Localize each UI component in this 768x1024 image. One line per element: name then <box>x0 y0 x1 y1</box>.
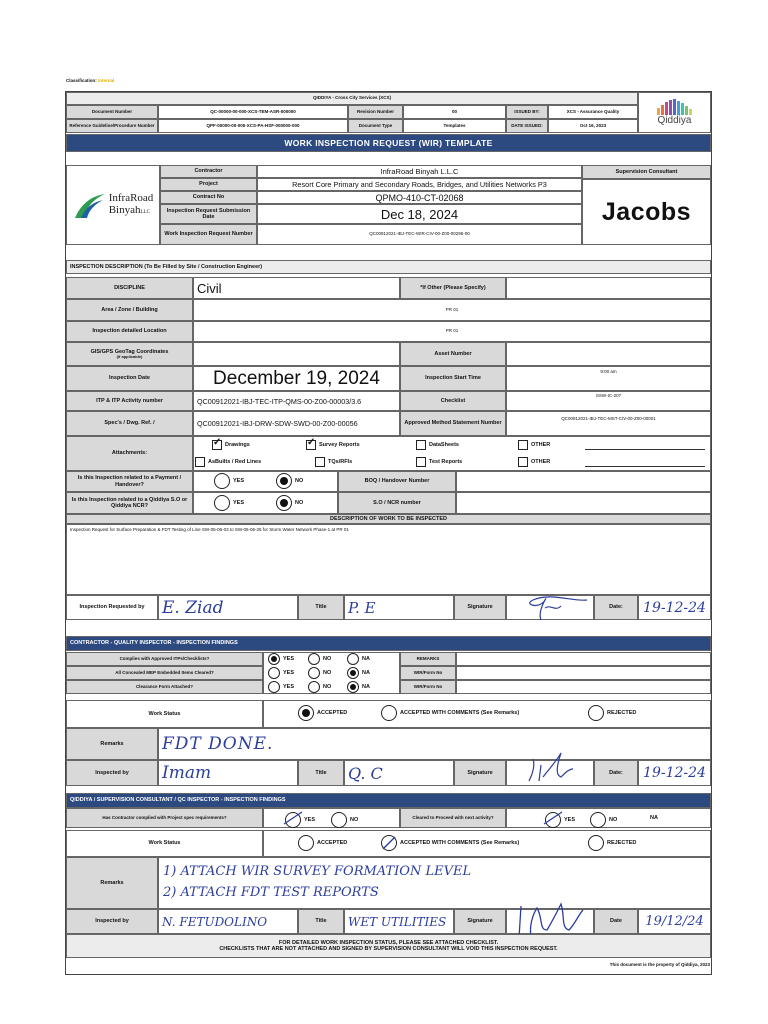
cf-title-label: Title <box>298 760 344 786</box>
date-issued-value: Oct 16, 2023 <box>548 119 638 133</box>
contractor-value: InfraRoad Binyah L.L.C <box>257 165 582 178</box>
att-other-1[interactable]: OTHER <box>518 440 550 450</box>
cf-q2-yes-radio[interactable] <box>268 667 280 679</box>
requested-signature-label: Signature <box>454 595 506 620</box>
cf-q2-no-radio[interactable] <box>308 667 320 679</box>
signature-icon <box>511 590 591 624</box>
cf-remarks-field[interactable] <box>456 652 711 666</box>
submission-date-value: Dec 18, 2024 <box>257 204 582 224</box>
spec-value: QC00912021-IBJ-DRW-SDW-SWD-00-Z00-00056 <box>193 411 400 436</box>
cf-remarks-label: Remarks <box>66 728 158 760</box>
footer-notice: FOR DETAILED WORK INSPECTION STATUS, PLEASE SEE ATTACHED CHECKLIST. CHECKLISTS THAT ARE NOT ATTACHED AND SIGNED BY SUPERVISION CONSULTANT WILL VOID THIS INSPECTION REQUEST. <box>66 934 711 958</box>
project-value: Resort Core Primary and Secondary Roads, Bridges, and Utilities Networks P3 <box>257 178 582 191</box>
sc-remarks-value: 1) ATTACH WIR SURVEY FORMATION LEVEL 2) ATTACH FDT TEST REPORTS <box>158 857 711 909</box>
payment-no-radio[interactable] <box>276 473 292 489</box>
inspection-description-title: INSPECTION DESCRIPTION (To Be Filled by Site / Construction Engineer) <box>66 260 711 274</box>
discipline-value: Civil <box>193 277 400 299</box>
location-value: PR 01 <box>193 321 711 342</box>
method-label: Approved Method Statement Number <box>400 411 506 436</box>
description-title: DESCRIPTION OF WORK TO BE INSPECTED <box>66 514 711 524</box>
cf-q1-no-radio[interactable] <box>308 653 320 665</box>
cf-inspected-by-value: Imam <box>158 760 298 786</box>
method-value: QC00912021-IBJ-TEC-MST-CIV-00-Z00-00001 <box>506 411 711 436</box>
cf-q3-no-radio[interactable] <box>308 681 320 693</box>
start-time-value: 9:00 am <box>506 366 711 391</box>
if-other-label: *If Other (Please Specify) <box>400 277 506 299</box>
sc-rejected-radio[interactable] <box>588 835 604 851</box>
so-number-field[interactable] <box>456 492 711 514</box>
cf-q2-na-radio[interactable] <box>347 667 359 679</box>
sc-inspected-by-label: Inspected by <box>66 909 158 934</box>
so-number-label: S.O / NCR number <box>338 492 456 514</box>
cf-q1-yes[interactable]: YES <box>268 653 294 665</box>
wir-number-label: Work Inspection Request Number <box>160 224 257 245</box>
boq-label: BOQ / Handover Number <box>338 471 456 492</box>
area-value: PR 01 <box>193 299 711 321</box>
reference-value: QPF-00000-00-000-XCS-PA-HSF-000000-000 <box>158 119 348 133</box>
issued-by-label: ISSUED BY: <box>506 105 548 119</box>
cf-q2-label: All Concealed MEP Embedded Items Cleared? <box>66 666 263 680</box>
sc-complied-label: Has Contractor complied with Project spec requirements? <box>66 808 263 828</box>
cf-accepted[interactable]: ACCEPTED <box>298 705 347 721</box>
requested-title-value: P. E <box>344 595 454 620</box>
submission-date-label: Inspection Request Submission Date <box>160 204 257 224</box>
checklist-label: Checklist <box>400 391 506 411</box>
sc-accepted-comments-mark-icon <box>380 834 398 852</box>
sc-signature <box>506 909 594 934</box>
footer-property: This document is the property of Qiddiya, 2023 <box>609 962 710 967</box>
att-asbuilts[interactable]: AsBuilts / Red Lines <box>195 457 261 467</box>
cf-rejected[interactable]: REJECTED <box>588 705 636 721</box>
doc-type-label: Document Type <box>348 119 403 133</box>
sc-cleared-na[interactable]: NA <box>650 815 658 821</box>
infraroad-swoosh-icon <box>73 190 107 220</box>
cf-wir-form-2-field[interactable] <box>456 680 711 694</box>
att-drawings[interactable]: ✓ Drawings <box>212 440 250 450</box>
itp-label: ITP & ITP Activity number <box>66 391 193 411</box>
so-label: Is this Inspection related to a Qiddiya S.O or Qiddiya NCR? <box>66 492 193 514</box>
sc-cleared-no[interactable]: NO <box>590 812 617 828</box>
gis-field[interactable] <box>193 342 400 366</box>
sc-cleared-no-radio[interactable] <box>590 812 606 828</box>
sc-cleared-yes-mark-icon <box>542 810 564 826</box>
requested-title-label: Title <box>298 595 344 620</box>
form-title: WORK INSPECTION REQUEST (WIR) TEMPLATE <box>66 134 711 152</box>
sc-cleared-label: Cleared to Proceed with next activity? <box>400 808 506 828</box>
survey-checkbox[interactable] <box>306 440 316 450</box>
sc-date-label: Date <box>594 909 638 934</box>
sc-date-value: 19/12/24 <box>638 909 711 934</box>
cf-q3-label: Clearance Form Attached? <box>66 680 263 694</box>
cf-rejected-radio[interactable] <box>588 705 604 721</box>
cf-wir-form-2: WIR/Form No <box>400 680 456 694</box>
requested-signature <box>506 595 594 620</box>
consultant-findings-title: QIDDIYA / SUPERVISION CONSULTANT / QC INSPECTOR - INSPECTION FINDINGS <box>66 793 711 808</box>
att-datasheets[interactable]: DataSheets <box>416 440 459 450</box>
project-label: Project <box>160 178 257 191</box>
drawings-checkbox[interactable] <box>212 440 222 450</box>
asset-label: Asset Number <box>400 342 506 366</box>
cf-q1-label: Complies with Approved ITPs/Checklists? <box>66 652 263 666</box>
sc-inspected-by-value: N. FETUDOLINO <box>158 909 298 934</box>
sc-complied-no-radio[interactable] <box>331 812 347 828</box>
sc-complied-yes-mark-icon <box>282 810 304 826</box>
sc-signature-label: Signature <box>454 909 506 934</box>
cf-q3-na[interactable]: NA <box>347 681 370 693</box>
reference-label: Reference Guideline/Procedure Number <box>66 119 158 133</box>
description-value: Inspection Request for Surface Preparation & FDT Testing of Line SW-05-06-03 to SW-05-06-25 for Storm Water Network Phase-1 at PR 01 <box>66 524 711 595</box>
doc-number-label: Document Number <box>66 105 158 119</box>
doc-type-value: Templates <box>403 119 506 133</box>
tqs-checkbox[interactable] <box>315 457 325 467</box>
sc-title-value: WET UTILITIES <box>344 909 454 934</box>
asbuilts-checkbox[interactable] <box>195 457 205 467</box>
sc-accepted-comments[interactable]: ACCEPTED WITH COMMENTS (See Remarks) <box>381 835 519 851</box>
inspection-date-value: December 19, 2024 <box>193 366 400 391</box>
cf-q2-na[interactable]: NA <box>347 667 370 679</box>
requested-date-label: Date: <box>594 595 638 620</box>
start-time-label: Inspection Start Time <box>400 366 506 391</box>
asset-field[interactable] <box>506 342 711 366</box>
payment-yes-radio[interactable] <box>214 473 230 489</box>
jacobs-logo: Jacobs <box>582 179 711 245</box>
cf-q1-no[interactable]: NO <box>308 653 331 665</box>
boq-field[interactable] <box>456 471 711 492</box>
sc-work-status-label: Work Status <box>66 830 263 857</box>
sc-accepted-radio[interactable] <box>298 835 314 851</box>
cf-q3-yes[interactable]: YES <box>268 681 294 693</box>
location-label: Inspection detailed Location <box>66 321 193 342</box>
date-issued-label: DATE ISSUED: <box>506 119 548 133</box>
inspection-date-label: Inspection Date <box>66 366 193 391</box>
company-title: QIDDIYA - Cross City Services (XCS) <box>66 92 638 105</box>
sc-complied-no[interactable]: NO <box>331 812 358 828</box>
wir-number-value: QC00912021-IBJ-TEC-WIR-CIV-00-Z00-00296-00 <box>257 224 582 245</box>
cf-q3-no[interactable]: NO <box>308 681 331 693</box>
cf-q3-yes-radio[interactable] <box>268 681 280 693</box>
payment-yes[interactable]: YES <box>214 473 244 489</box>
other-2-checkbox[interactable] <box>518 457 528 467</box>
cf-q2-yes[interactable]: YES <box>268 667 294 679</box>
cf-date-value: 19-12-24 <box>638 760 711 786</box>
if-other-field[interactable] <box>506 277 711 299</box>
cf-q1-na-radio[interactable] <box>347 653 359 665</box>
classification: Classification: Internal <box>66 78 115 83</box>
qiddiya-bars-icon <box>655 99 695 115</box>
sc-cleared-yes[interactable]: YES <box>545 812 575 828</box>
cf-accepted-comments[interactable]: ACCEPTED WITH COMMENTS (See Remarks) <box>381 705 519 721</box>
discipline-label: DISCIPLINE <box>66 277 193 299</box>
signature-icon <box>521 751 581 785</box>
cf-remarks-col: REMARKS <box>400 652 456 666</box>
sc-remarks-label: Remarks <box>66 857 158 909</box>
att-survey[interactable]: ✓ Survey Reports <box>306 440 360 450</box>
so-no-radio[interactable] <box>276 495 292 511</box>
requested-by-label: Inspection Requested by <box>66 595 158 620</box>
cf-wir-form-1: WIR/Form No <box>400 666 456 680</box>
cf-title-value: Q. C <box>344 760 454 786</box>
contractor-label: Contractor <box>160 165 257 178</box>
cf-accepted-comments-radio[interactable] <box>381 705 397 721</box>
revision-label: Revision Number <box>348 105 403 119</box>
revision-value: 00 <box>403 105 506 119</box>
itp-value: QC00912021-IBJ-TEC-ITP-QMS-00-Z00-00003/3.6 <box>193 391 400 411</box>
so-yes-radio[interactable] <box>214 495 230 511</box>
sc-complied-yes[interactable]: YES <box>285 812 315 828</box>
spec-label: Spec's / Dwg. Ref. / <box>66 411 193 436</box>
cf-q3-na-radio[interactable] <box>347 681 359 693</box>
other-1-line <box>585 449 705 450</box>
other-1-checkbox[interactable] <box>518 440 528 450</box>
attachments-label: Attachments: <box>66 436 193 471</box>
sc-accepted[interactable]: ACCEPTED <box>298 835 347 851</box>
doc-number-value: QC-00000-00-000-XCS-TEM-ASR-000000 <box>158 105 348 119</box>
cf-wir-form-1-field[interactable] <box>456 666 711 680</box>
payment-no[interactable]: NO <box>276 473 303 489</box>
sc-rejected[interactable]: REJECTED <box>588 835 636 851</box>
contract-no-value: QPMO-410-CT-02068 <box>257 191 582 204</box>
contractor-findings-title: CONTRACTOR - QUALITY INSPECTOR - INSPECTION FINDINGS <box>66 636 711 651</box>
requested-date-value: 19-12-24 <box>638 595 711 620</box>
contract-no-label: Contract No <box>160 191 257 204</box>
gis-label: GIS/GPS GeoTag Coordinates (If applicable) <box>66 342 193 366</box>
att-test[interactable]: Test Reports <box>416 457 462 467</box>
requested-by-value: E. Ziad <box>158 595 298 620</box>
cf-accepted-radio[interactable] <box>298 705 314 721</box>
cf-work-status-label: Work Status <box>66 700 263 728</box>
cf-q1-na[interactable]: NA <box>347 653 370 665</box>
checklist-value: SSW-IC-207 <box>506 391 711 411</box>
so-no[interactable]: NO <box>276 495 303 511</box>
att-tqs[interactable]: TQs/RFIs <box>315 457 352 467</box>
sc-title-label: Title <box>298 909 344 934</box>
cf-inspected-by-label: Inspected by <box>66 760 158 786</box>
cf-signature <box>506 760 594 786</box>
other-2-line <box>585 466 705 467</box>
test-reports-checkbox[interactable] <box>416 457 426 467</box>
cf-date-label: Date: <box>594 760 638 786</box>
datasheets-checkbox[interactable] <box>416 440 426 450</box>
area-label: Area / Zone / Building <box>66 299 193 321</box>
att-other-2[interactable]: OTHER <box>518 457 550 467</box>
qiddiya-logo: Qiddiya <box>638 92 711 133</box>
contractor-logo: InfraRoad BinyahLLC <box>66 165 160 245</box>
cf-q2-no[interactable]: NO <box>308 667 331 679</box>
cf-signature-label: Signature <box>454 760 506 786</box>
issued-by-value: XCS - Assurance Quality <box>548 105 638 119</box>
so-yes[interactable]: YES <box>214 495 244 511</box>
cf-q1-yes-radio[interactable] <box>268 653 280 665</box>
supervision-label: Supervision Consultant <box>582 165 711 179</box>
cf-remarks-value: FDT DONE. <box>158 728 711 760</box>
payment-label: Is this Inspection related to a Payment / Handover? <box>66 471 193 492</box>
